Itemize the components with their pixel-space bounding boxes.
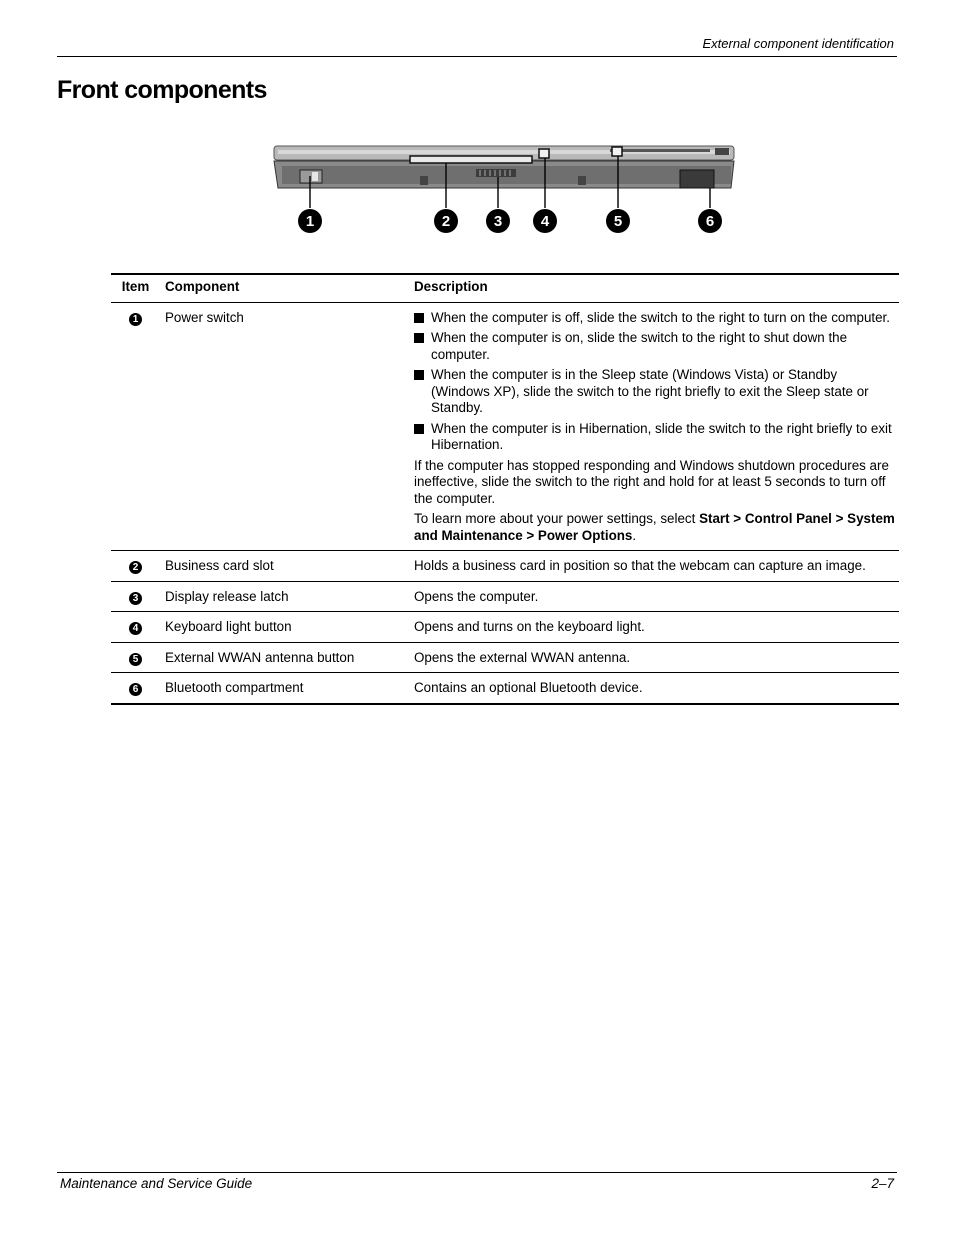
laptop-front-illustration <box>270 142 740 240</box>
svg-text:6: 6 <box>705 213 715 230</box>
description-cell: Opens the external WWAN antenna. <box>414 649 631 665</box>
component-cell: Power switch <box>165 309 244 325</box>
item-number: 6 <box>129 683 142 696</box>
item-number: 1 <box>129 313 142 326</box>
bullet-square-icon <box>414 424 424 434</box>
component-cell: Business card slot <box>165 558 274 573</box>
table-header-row <box>111 274 899 302</box>
bullet-text: When the computer is off, slide the switch to the right to turn on the computer. <box>431 309 890 325</box>
item-cell <box>111 551 160 582</box>
components-table <box>111 273 899 705</box>
callout-3 <box>486 209 510 233</box>
table-row <box>111 642 899 673</box>
item-cell <box>111 581 160 612</box>
bullet-square-icon <box>414 333 424 343</box>
section-title: External component identification <box>702 36 894 51</box>
running-footer <box>57 1172 897 1195</box>
table-row <box>111 581 899 612</box>
learn-more-paragraph <box>414 511 899 544</box>
bullet-item <box>414 310 899 327</box>
callout-6 <box>698 209 722 233</box>
bullet-square-icon <box>414 370 424 380</box>
learn-more-suffix: . <box>632 527 637 543</box>
callout-4 <box>533 209 557 233</box>
bullet-text: When the computer is in Hibernation, slide the switch to the right briefly to exit Hibernation. <box>431 420 892 452</box>
item-cell <box>111 302 160 551</box>
header-component: Component <box>165 279 240 294</box>
description-cell: Opens the computer. <box>414 588 539 604</box>
item-cell <box>111 642 160 673</box>
table-row <box>111 673 899 704</box>
description-cell <box>414 302 899 551</box>
item-number: 4 <box>129 622 142 635</box>
table-row <box>111 612 899 643</box>
header-item: Item <box>121 279 150 294</box>
item-number: 2 <box>129 561 142 574</box>
svg-text:3: 3 <box>493 213 503 230</box>
description-paragraph: If the computer has stopped responding and Windows shutdown procedures are ineffective, slide the switch to the right and hold for at least 5 seconds to turn off the computer. <box>414 457 889 506</box>
bullet-square-icon <box>414 313 424 323</box>
bullet-item <box>414 367 899 417</box>
item-number: 5 <box>129 653 142 666</box>
item-number: 3 <box>129 592 142 605</box>
component-cell: External WWAN antenna button <box>165 649 355 665</box>
header-description: Description <box>414 279 488 294</box>
learn-more-path: Start > Control Panel > System and Maintenance > Power Options <box>414 511 895 543</box>
callout-1 <box>298 209 322 233</box>
bullet-text: When the computer is on, slide the switch to the right to shut down the computer. <box>431 330 848 362</box>
svg-text:1: 1 <box>305 213 315 230</box>
description-cell: Opens and turns on the keyboard light. <box>414 619 645 634</box>
description-cell: Holds a business card in position so that the webcam can capture an image. <box>414 558 866 573</box>
footer-guide-title: Maintenance and Service Guide <box>60 1176 253 1191</box>
bullet-item <box>414 421 899 454</box>
table-row <box>111 551 899 582</box>
svg-text:4: 4 <box>540 213 550 230</box>
callout-5 <box>606 209 630 233</box>
callout-2 <box>434 209 458 233</box>
footer-page-number: 2–7 <box>871 1176 894 1191</box>
item-cell <box>111 612 160 643</box>
table-row <box>111 302 899 551</box>
component-cell: Bluetooth compartment <box>165 680 304 695</box>
description-cell: Contains an optional Bluetooth device. <box>414 680 643 695</box>
component-cell: Display release latch <box>165 588 289 604</box>
svg-text:2: 2 <box>441 213 451 230</box>
component-cell: Keyboard light button <box>165 619 292 634</box>
bullet-item <box>414 330 899 363</box>
learn-more-prefix: To learn more about your power settings, select <box>414 511 700 526</box>
running-header <box>57 30 897 57</box>
page-title: Front components <box>57 76 267 104</box>
svg-text:5: 5 <box>613 213 623 230</box>
item-cell <box>111 673 160 704</box>
laptop-front-figure <box>270 142 740 240</box>
bullet-text: When the computer is in the Sleep state (Windows Vista) or Standby (Windows XP), slide the switch to the right briefly to exit the Sleep state or Standby. <box>431 367 869 415</box>
